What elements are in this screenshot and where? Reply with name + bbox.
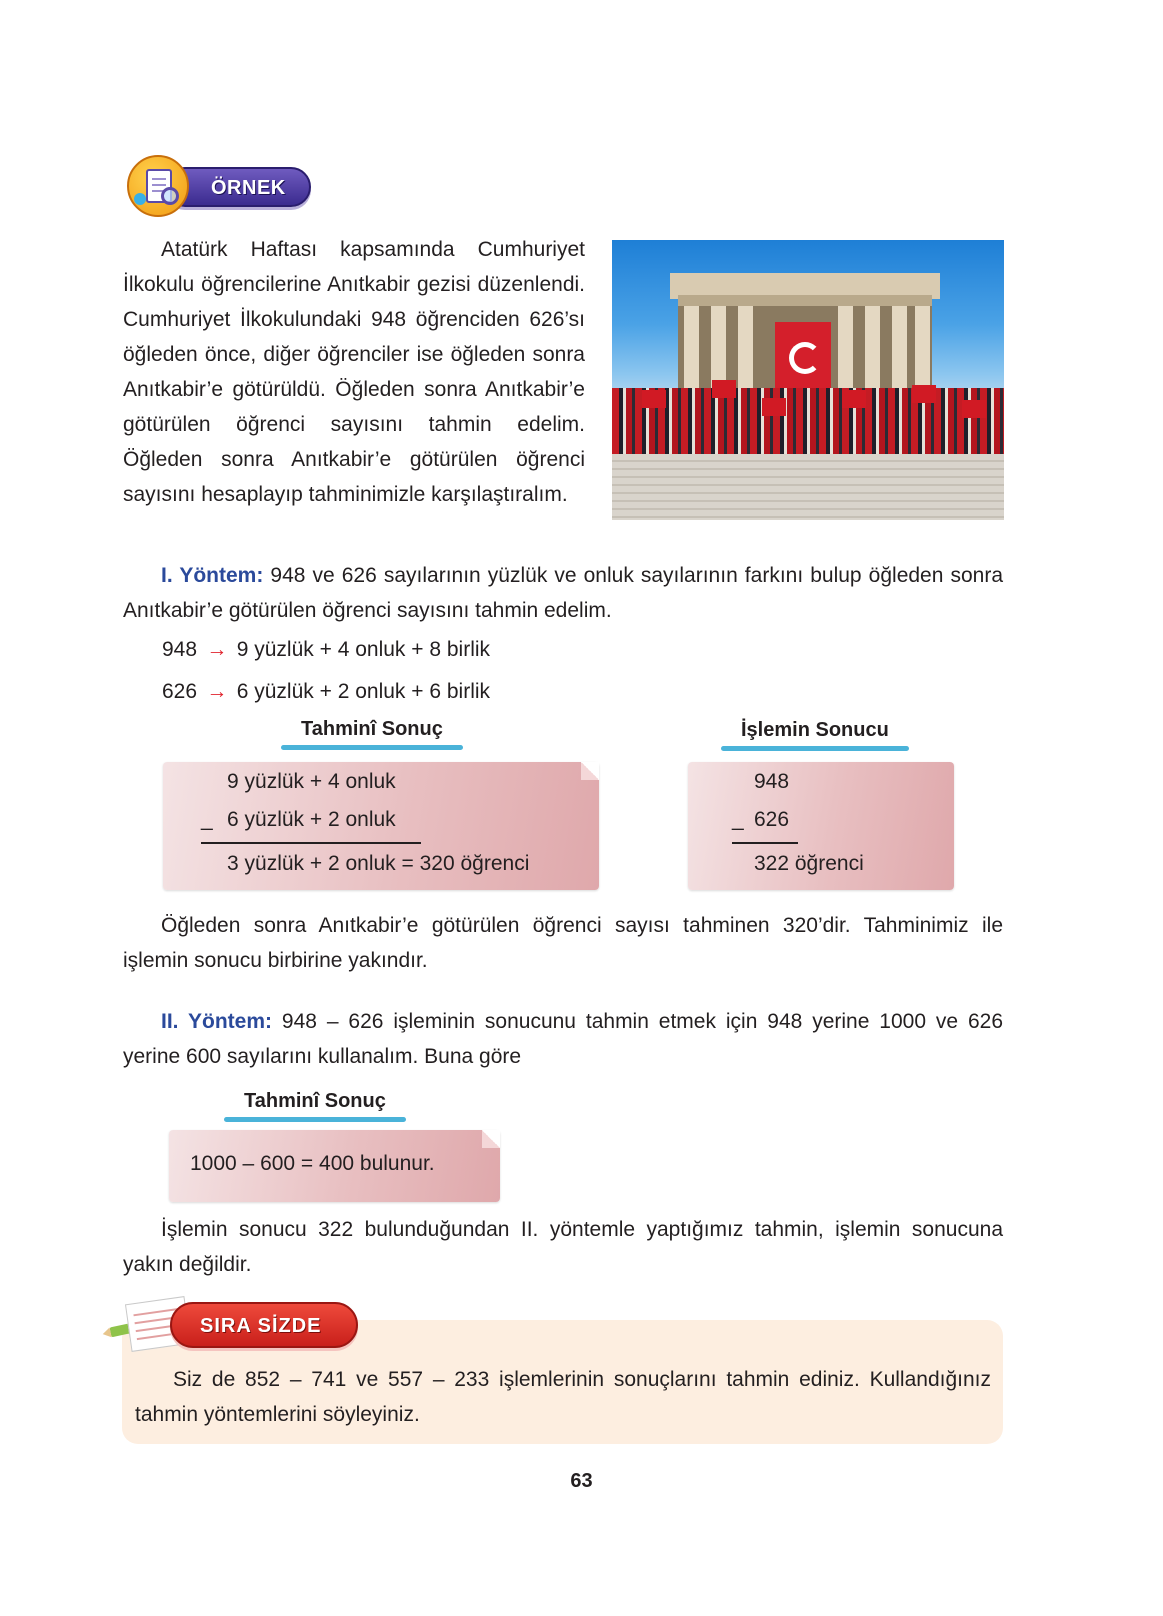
page-number: 63 <box>570 1470 593 1492</box>
subtraction-line <box>201 842 421 844</box>
sira-sizde-badge <box>110 1294 360 1356</box>
estimate-label-text: Tahminî Sonuç <box>301 718 443 740</box>
decomposition-row <box>162 638 490 662</box>
method1-text: 948 ve 626 sayılarının yüzlük ve onluk sayılarının farkını bulup öğleden sonra Anıtkabir’e götürülen öğrenci sayısını tahmin edelim. <box>123 564 1003 622</box>
result-label-text: İşlemin Sonucu <box>741 719 889 741</box>
decomp-parts: 9 yüzlük + 4 onluk + 8 birlik <box>236 638 491 661</box>
sira-sizde-text <box>135 1362 991 1432</box>
method2-head: II. Yöntem: <box>161 1010 273 1033</box>
ornek-label: ÖRNEK <box>211 177 286 199</box>
ornek-badge <box>127 155 317 217</box>
estimate2-value: 1000 – 600 = 400 bulunur. <box>190 1152 435 1175</box>
sira-sizde-body: Siz de 852 – 741 ve 557 – 233 işlemlerinin sonuçlarını tahmin ediniz. Kullandığınız tahmin yöntemlerini söyleyiniz. <box>135 1368 991 1426</box>
sira-sizde-pill <box>170 1302 358 1348</box>
estimate-label-text: Tahminî Sonuç <box>244 1090 386 1112</box>
method2-conclusion-text: İşlemin sonucu 322 bulunduğundan II. yöntemle yaptığımız tahmin, işlemin sonucuna yakın değildir. <box>123 1218 1003 1276</box>
minus-sign: _ <box>732 808 744 831</box>
result-value: 322 öğrenci <box>754 852 864 875</box>
estimate-label <box>301 718 443 741</box>
subtraction-line <box>732 842 798 844</box>
decomp-number: 626 <box>162 680 198 703</box>
label-underline <box>224 1117 406 1122</box>
method1-conclusion-text: Öğleden sonra Anıtkabir’e götürülen öğrenci sayısı tahminen 320’dir. Tahminimiz ile işlemin sonucu birbirine yakındır. <box>123 914 1003 972</box>
arrow-icon: → <box>206 638 228 661</box>
decomp-parts: 6 yüzlük + 2 onluk + 6 birlik <box>236 680 491 703</box>
estimate-box <box>163 762 599 890</box>
decomp-number: 948 <box>162 638 198 661</box>
anitkabir-photo <box>612 240 1004 520</box>
estimate-result: 3 yüzlük + 2 onluk = 320 öğrenci <box>227 852 530 875</box>
method1-conclusion <box>123 908 1003 978</box>
intro-paragraph <box>123 232 585 512</box>
estimate-line2: 6 yüzlük + 2 onluk <box>227 808 396 831</box>
label-underline <box>721 746 909 751</box>
method2-paragraph <box>123 1004 1003 1074</box>
sira-sizde-label: SIRA SİZDE <box>200 1315 322 1337</box>
result-line1: 948 <box>754 770 790 793</box>
estimate-line1: 9 yüzlük + 4 onluk <box>227 770 396 793</box>
estimate-label <box>244 1090 386 1113</box>
arrow-icon: → <box>206 680 228 703</box>
method2-text: 948 – 626 işleminin sonucunu tahmin etmek için 948 yerine 1000 ve 626 yerine 600 sayılarını kullanalım. Buna göre <box>123 1010 1003 1068</box>
estimate-box-2 <box>169 1130 500 1202</box>
method1-head: I. Yöntem: <box>161 564 264 587</box>
clipboard-magnifier-icon <box>127 155 189 217</box>
result-box <box>688 762 954 890</box>
minus-sign: _ <box>201 808 213 831</box>
label-underline <box>281 745 463 750</box>
intro-text: Atatürk Haftası kapsamında Cumhuriyet İlkokulu öğrencilerine Anıtkabir gezisi düzenlendi. Cumhuriyet İlkokulundaki 948 öğrenciden 626’sı öğleden önce, diğer öğrenciler ise öğleden sonra Anıtkabir’e götürüldü. Öğleden sonra Anıtkabir’e götürülen öğrenci sayısını tahmin edelim. Öğleden sonra Anıtkabir’e götürülen öğrenci sayısını hesaplayıp tahminimizle karşılaştıralım. <box>123 238 585 506</box>
method1-paragraph <box>123 558 1003 628</box>
method2-conclusion <box>123 1212 1003 1282</box>
decomposition-row <box>162 680 490 704</box>
result-line2: 626 <box>754 808 790 831</box>
result-label <box>741 719 889 742</box>
